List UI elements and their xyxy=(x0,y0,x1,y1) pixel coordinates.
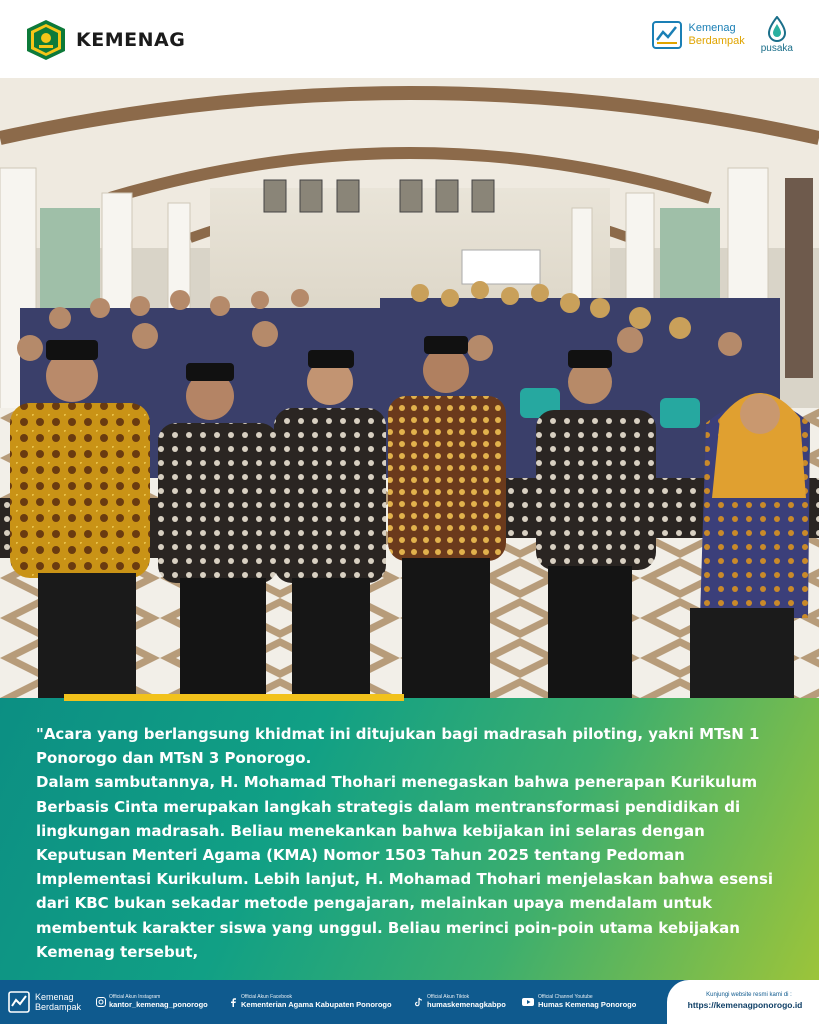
brand-name: KEMENAG xyxy=(76,29,186,51)
group-photo xyxy=(0,78,819,698)
facebook-icon xyxy=(228,997,238,1007)
tiktok-icon xyxy=(414,997,424,1007)
facebook-caption: Official Akun Facebook xyxy=(241,994,293,1000)
instagram-handle: kantor_kemenag_ponorogo xyxy=(109,1000,208,1009)
caption-paragraph-2: Dalam sambutannya, H. Mohamad Thohari menegaskan bahwa penerapan Kurikulum Berbasis Cinta merupakan langkah strategis dalam mentransformasi pendidikan di lingkungan madrasah. Beliau menekankan bahwa kebijakan ini selaras dengan Keputusan Menteri Agama (KMA) Nomor 1503 Tahun 2025 tentang Pedoman Implementasi Kurikulum. Lebih lanjut, H. Mohamad Thohari menjelaskan bahwa esensi dari KBC bukan sekadar metode pengajaran, melainkan upaya mendalam untuk membentuk karakter siswa yang unggul. Beliau merinci poin-poin utama kebijakan Kemenag tersebut, xyxy=(36,773,774,961)
instagram-caption: Official Akun Instagram xyxy=(109,994,161,1000)
footer-logo-line1: Kemenag xyxy=(35,992,74,1002)
group-photo-illustration xyxy=(0,78,819,698)
tiktok-handle: humaskemenagkabpo xyxy=(427,1000,506,1009)
instagram-link[interactable] xyxy=(96,994,208,1009)
kemenag-emblem-icon xyxy=(24,18,68,62)
footer-logo-line2: Berdampak xyxy=(35,1002,82,1012)
tiktok-link[interactable] xyxy=(414,994,506,1009)
youtube-link[interactable] xyxy=(521,994,636,1009)
pusaka-drop-icon xyxy=(766,16,788,42)
instagram-icon xyxy=(96,997,106,1007)
facebook-link[interactable] xyxy=(228,994,392,1009)
berdampak-icon xyxy=(8,991,30,1013)
website-link[interactable] xyxy=(667,980,819,1024)
website-url: https://kemenagponorogo.id xyxy=(687,1000,803,1010)
berdampak-line1: Kemenag xyxy=(688,22,736,34)
kemenag-logo[interactable] xyxy=(24,18,185,62)
accent-bar xyxy=(64,694,404,701)
partner-logos xyxy=(652,16,793,54)
pusaka-logo[interactable] xyxy=(761,16,793,54)
youtube-icon xyxy=(521,997,535,1007)
youtube-caption: Official Channel Youtube xyxy=(538,994,593,1000)
website-caption: Kunjungi website resmi kami di : xyxy=(706,992,792,998)
pusaka-label: pusaka xyxy=(760,43,793,54)
caption-text xyxy=(36,722,796,964)
berdampak-line2: Berdampak xyxy=(688,35,745,47)
kemenag-berdampak-logo[interactable] xyxy=(652,20,744,50)
facebook-handle: Kementerian Agama Kabupaten Ponorogo xyxy=(241,1000,392,1009)
header xyxy=(0,0,819,78)
youtube-handle: Humas Kemenag Ponorogo xyxy=(538,1000,637,1009)
footer-berdampak-logo[interactable] xyxy=(8,991,81,1013)
berdampak-icon xyxy=(652,20,682,50)
caption-paragraph-1: "Acara yang berlangsung khidmat ini ditujukan bagi madrasah piloting, yakni MTsN 1 Ponorogo dan MTsN 3 Ponorogo. xyxy=(36,725,760,768)
tiktok-caption: Official Akun Tiktok xyxy=(427,994,470,1000)
footer xyxy=(0,980,819,1024)
